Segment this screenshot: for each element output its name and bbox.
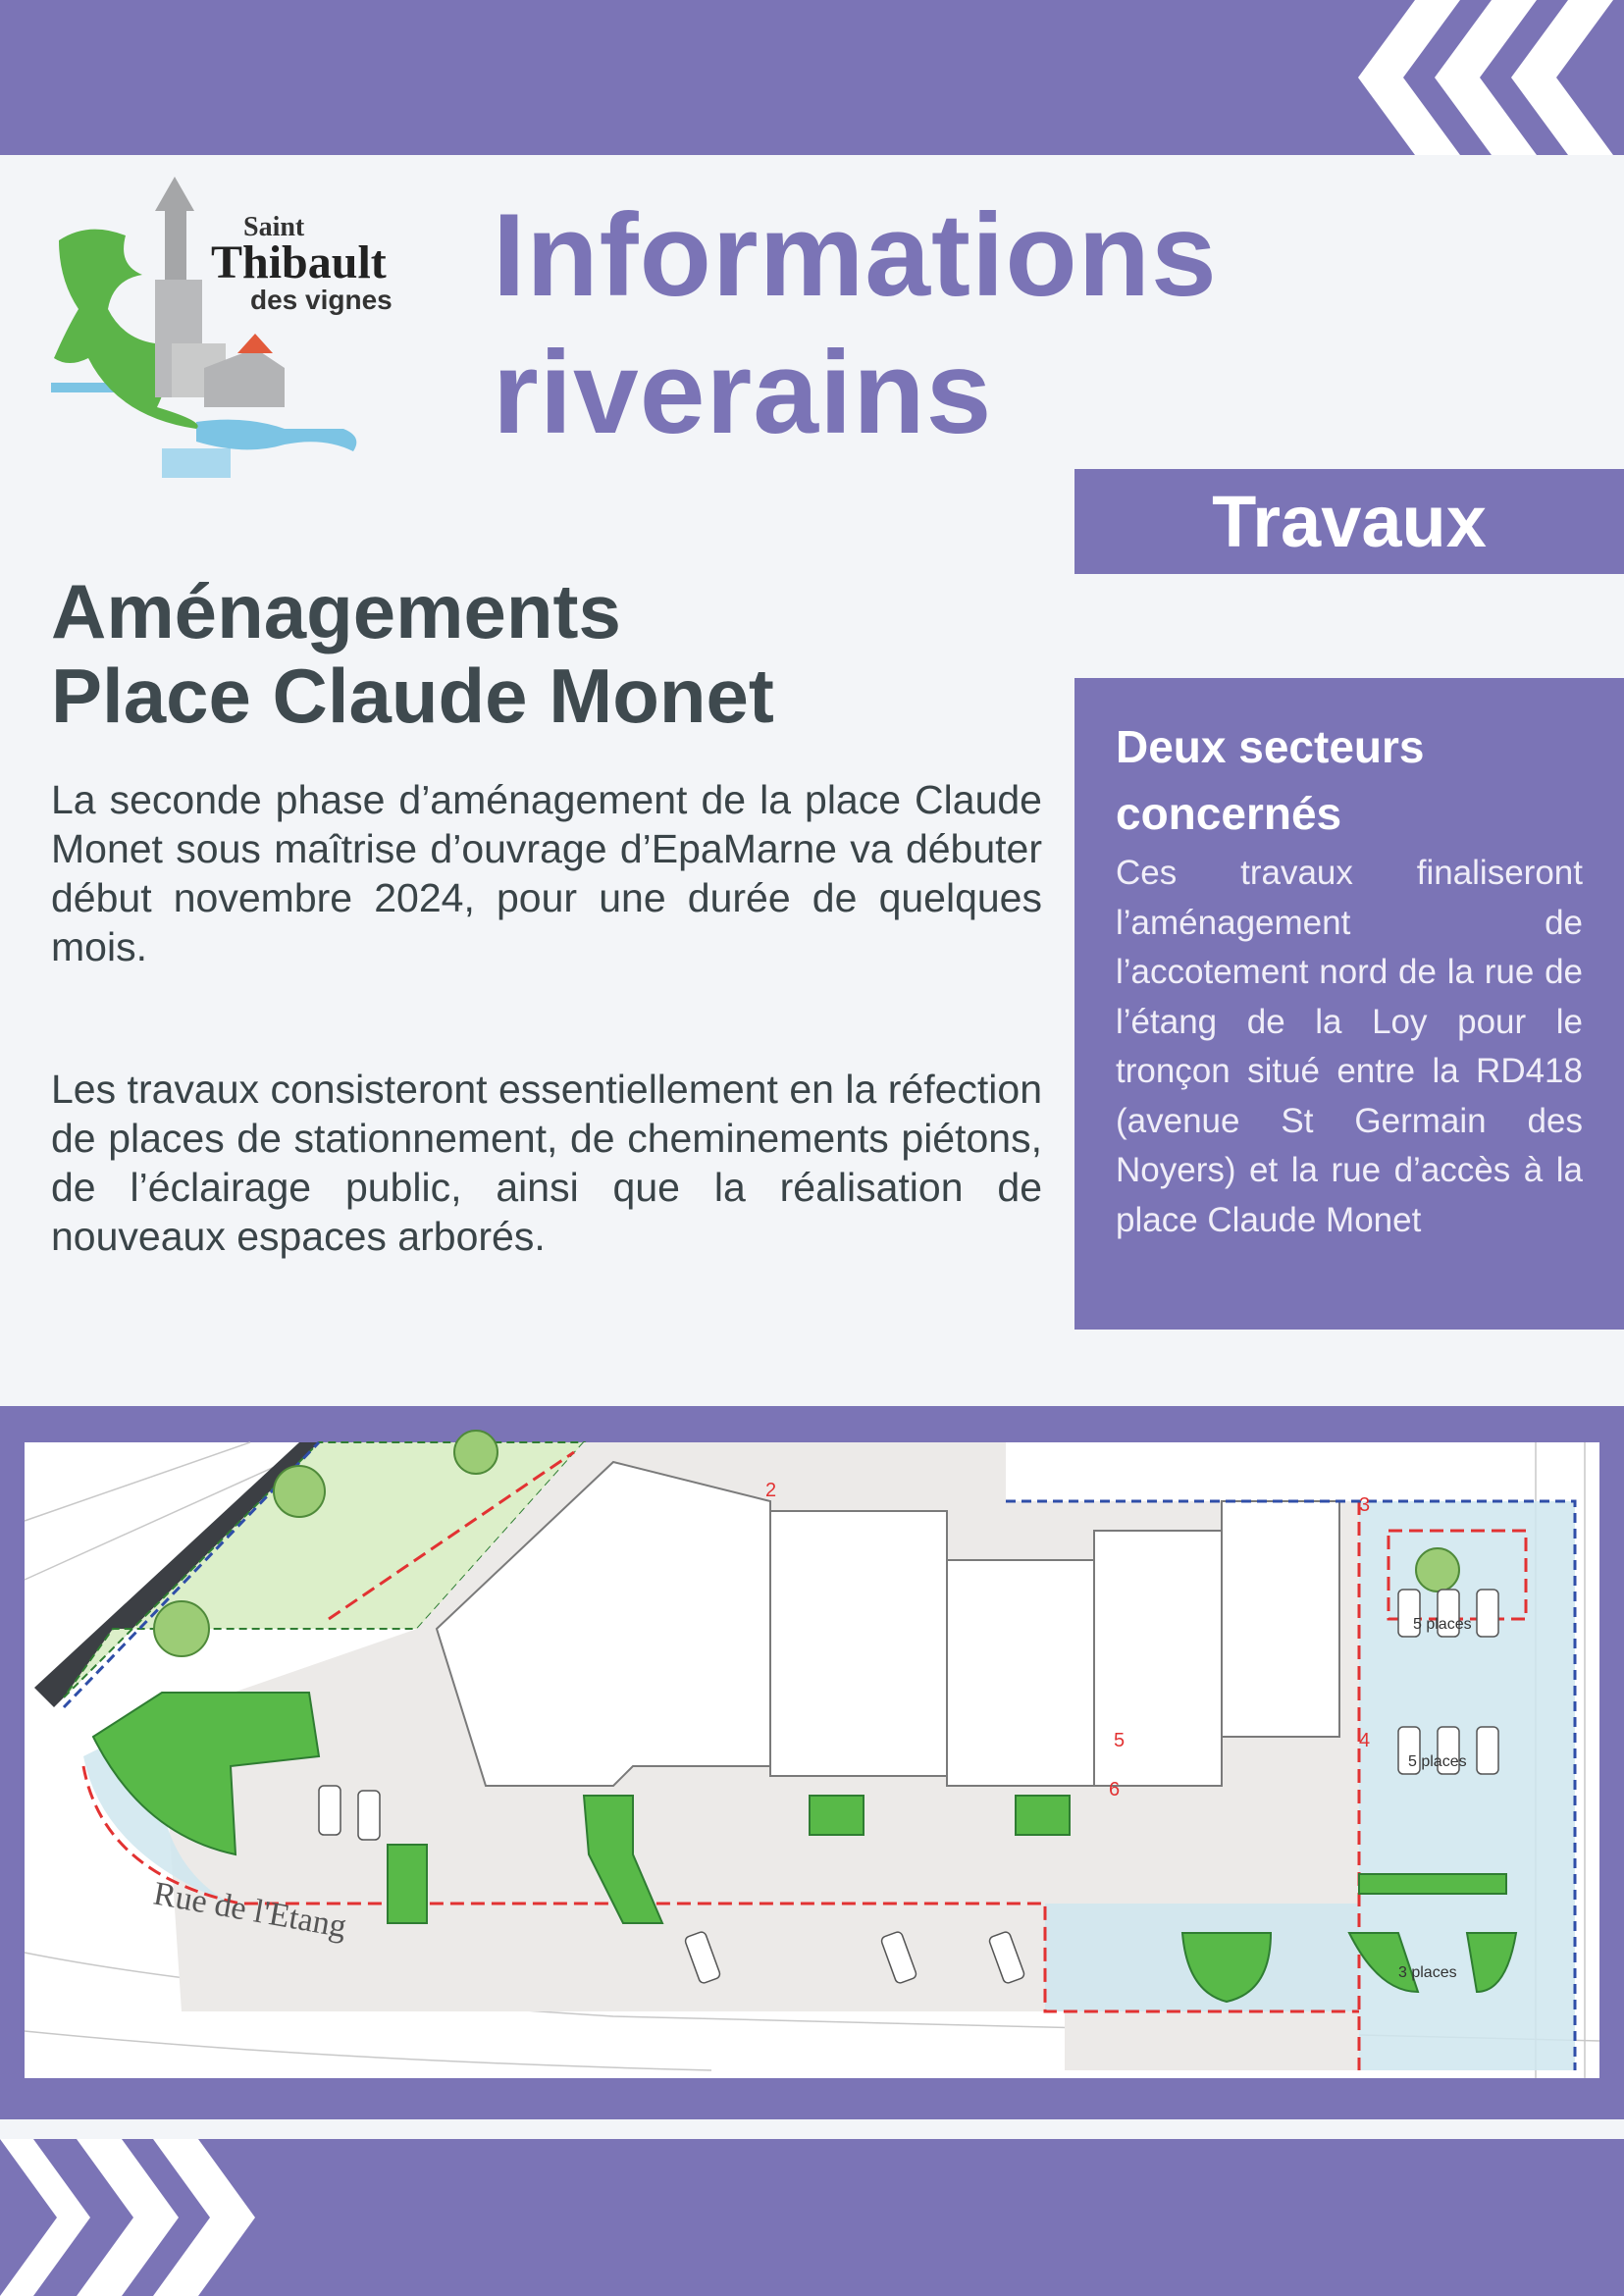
zone-number-4: 4 [1359, 1730, 1371, 1751]
info-box [1074, 678, 1624, 1330]
saint-thibault-logo [49, 172, 393, 486]
info-box-title: Deux secteurs concernés [1116, 721, 1425, 839]
logo-text-vignes: des vignes [250, 285, 393, 315]
zone-number-5: 5 [1114, 1730, 1126, 1751]
street-label: Rue de l'Etang [150, 1875, 349, 1946]
title-line2: riverains [493, 327, 993, 458]
chevron-left-icon [1344, 0, 1624, 155]
zone-number-6: 6 [1109, 1779, 1121, 1800]
category-label: Travaux [1074, 469, 1624, 574]
heading-line2: Place Claude Monet [51, 652, 774, 739]
parking-label-1: 5 places [1413, 1616, 1472, 1633]
logo-text-saint: Saint [243, 212, 305, 242]
zone-number-3: 3 [1359, 1494, 1371, 1516]
page-title [493, 186, 1218, 461]
heading-line1: Aménagements [51, 568, 621, 654]
bottom-banner [0, 2139, 1624, 2296]
logo-text-thibault: Thibault [211, 236, 387, 288]
article-heading [51, 569, 774, 738]
parking-label-3: 3 places [1398, 1964, 1457, 1981]
title-line1: Informations [493, 189, 1218, 321]
article-paragraph-1: La seconde phase d’aménagement de la place Claude Monet sous maîtrise d’ouvrage d’EpaMarne va débuter début novembre 2024, pour une durée de quelques mois. [51, 777, 1042, 969]
zone-number-2: 2 [765, 1480, 777, 1501]
info-box-text: Ces travaux finaliseront l’aménagement de l’accotement nord de la rue de l’étang de la Loy pour le tronçon situé entre la RD418 (avenue St Germain des Noyers) et la rue d’accès à la place Claude Monet [1116, 854, 1583, 1239]
article-paragraph-2: Les travaux consisteront essentiellement en la réfection de places de stationnement, de cheminements piétons, de l’éclairage public, ainsi que la réalisation de nouveaux espaces arborés. [51, 1067, 1042, 1259]
parking-label-2: 5 places [1408, 1753, 1467, 1770]
site-plan-map [25, 1442, 1599, 2078]
top-banner [0, 0, 1624, 155]
chevron-right-icon [0, 2139, 280, 2296]
